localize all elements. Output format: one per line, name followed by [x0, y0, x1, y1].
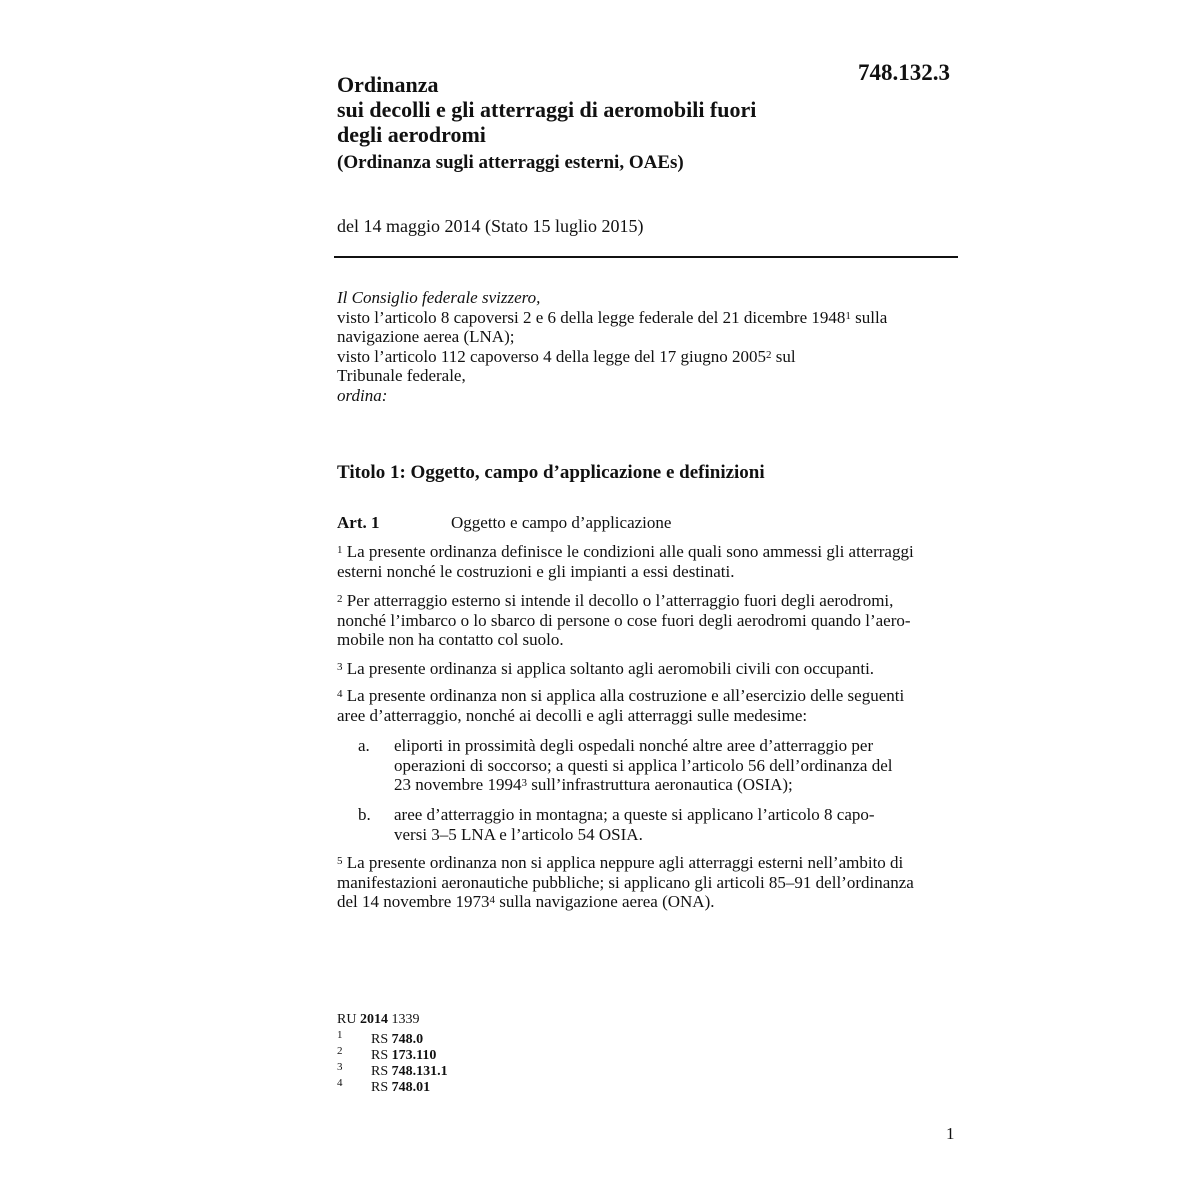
- preamble-visto-2-cont: Tribunale federale,: [337, 366, 466, 385]
- list-item-b: [337, 805, 955, 845]
- list-item-text: [394, 805, 955, 844]
- footnote-text: [371, 1080, 430, 1096]
- footnote-prefix: RS: [371, 1080, 392, 1095]
- paragraph-line: [337, 542, 955, 562]
- paragraph-number: 2: [337, 593, 343, 605]
- paragraph-4: [337, 686, 955, 725]
- list-line: versi 3–5 LNA e l’articolo 54 OSIA.: [394, 824, 643, 844]
- paragraph-line: [337, 686, 955, 706]
- list-marker: b.: [358, 805, 371, 824]
- preamble-ordina: ordina:: [337, 385, 388, 405]
- footnote-prefix: RS: [371, 1032, 392, 1047]
- horizontal-rule: [334, 256, 958, 258]
- footnote-ref-text: 748.0: [391, 1032, 424, 1047]
- footnote-text: [371, 1048, 436, 1064]
- list-line: [394, 775, 955, 795]
- footnote-number: 1: [337, 1029, 343, 1041]
- paragraph-number: 5: [337, 855, 343, 867]
- paragraph-text: La presente ordinanza non si applica neppure agli atterraggi esterni nell’ambito di: [342, 853, 904, 872]
- preamble-visto-2: [337, 347, 955, 367]
- paragraph-line: nonché l’imbarco o lo sbarco di persone o cose fuori degli aerodromi quando l’aero-: [337, 610, 911, 630]
- paragraph-text: sulla navigazione aerea (ONA).: [495, 892, 715, 911]
- footnote-number: 2: [337, 1045, 343, 1057]
- date-line: del 14 maggio 2014 (Stato 15 luglio 2015): [337, 216, 644, 236]
- list-item-a: [337, 736, 955, 796]
- list-line: operazioni di soccorso; a questi si applica l’articolo 56 dell’ordinanza del: [394, 755, 893, 775]
- paragraph-3: [337, 659, 955, 679]
- footnote-ref: 4: [489, 894, 495, 906]
- paragraph-line: [337, 591, 955, 611]
- footnote-ref-text: 748.131.1: [391, 1064, 448, 1079]
- paragraph-number: 1: [337, 544, 343, 556]
- paragraph-1: [337, 542, 955, 581]
- paragraph-line: esterni nonché le costruzioni e gli impianti a essi destinati.: [337, 561, 735, 581]
- footnote-prefix: RS: [371, 1048, 392, 1063]
- preamble-visto-1: [337, 308, 955, 328]
- preamble-visto-1-cont: navigazione aerea (LNA);: [337, 327, 515, 346]
- paragraph-number: 4: [337, 688, 343, 700]
- preamble-text: visto l’articolo 8 capoversi 2 e 6 della legge federale del 21 dicembre 1948: [337, 307, 846, 327]
- preamble-text: sul: [771, 346, 796, 366]
- paragraph-text: del 14 novembre 1973: [337, 892, 490, 911]
- ru-year: 2014: [359, 1012, 388, 1027]
- paragraph-text: La presente ordinanza si applica soltanto agli aeromobili civili con occupanti.: [342, 659, 875, 678]
- paragraph-text: Per atterraggio esterno si intende il decollo o l’atterraggio fuori degli aerodromi,: [342, 591, 894, 610]
- paragraph-number: 3: [337, 661, 343, 673]
- footnote-text: [371, 1032, 423, 1048]
- paragraph-text: La presente ordinanza non si applica alla costruzione e all’esercizio delle seguenti: [342, 686, 905, 705]
- title-line: degli aerodromi: [337, 122, 486, 147]
- footnote-ref: 3: [521, 777, 527, 789]
- paragraph-text: La presente ordinanza definisce le condizioni alle quali sono ammessi gli atterraggi: [342, 542, 914, 561]
- list-marker: a.: [358, 736, 370, 755]
- paragraph-line: [337, 853, 955, 873]
- paragraph-2: [337, 591, 955, 650]
- footnote-number: 3: [337, 1061, 343, 1073]
- footnote-prefix: RS: [371, 1064, 392, 1079]
- paragraph-line: aree d’atterraggio, nonché ai decolli e agli atterraggi sulle medesime:: [337, 705, 808, 725]
- article-number: Art. 1: [337, 513, 380, 532]
- article-header: [337, 513, 955, 533]
- preamble-text: sulla: [850, 307, 888, 327]
- list-text: 23 novembre 1994: [394, 775, 522, 794]
- paragraph-line: manifestazioni aeronautiche pubbliche; si applicano gli articoli 85–91 dell’ordinanza: [337, 872, 914, 892]
- sr-number: 748.132.3: [858, 60, 950, 85]
- document-title: [337, 72, 955, 147]
- document-subtitle: (Ordinanza sugli atterraggi esterni, OAEs): [337, 152, 684, 173]
- page-number: 1: [946, 1124, 955, 1143]
- footnote-ref-text: 173.110: [391, 1048, 437, 1063]
- preamble-authority: Il Consiglio federale svizzero,: [337, 288, 541, 307]
- list-text: sull’infrastruttura aeronautica (OSIA);: [526, 775, 793, 794]
- footnote-ref: 2: [766, 348, 772, 361]
- footnote-text: [371, 1064, 448, 1080]
- footnote-ref: 1: [845, 309, 851, 322]
- list-line: eliporti in prossimità degli ospedali nonché altre aree d’atterraggio per: [394, 736, 874, 755]
- preamble-text: visto l’articolo 112 capoverso 4 della legge del 17 giugno 2005: [337, 346, 766, 366]
- paragraph-line: mobile non ha contatto col suolo.: [337, 630, 564, 649]
- list-item-text: [394, 736, 955, 795]
- title-line: Ordinanza: [337, 72, 439, 97]
- footnote-ref-text: 748.01: [391, 1080, 431, 1095]
- title-line: sui decolli e gli atterraggi di aeromobili fuori: [337, 97, 757, 122]
- list-line: aree d’atterraggio in montagna; a queste si applicano l’articolo 8 capo-: [394, 805, 875, 824]
- ru-page: 1339: [387, 1012, 420, 1027]
- article-title: Oggetto e campo d’applicazione: [451, 513, 672, 532]
- paragraph-line: [337, 659, 955, 679]
- paragraph-line: [337, 892, 955, 912]
- footnote-number: 4: [337, 1077, 343, 1089]
- preamble: [337, 288, 955, 405]
- paragraph-5: [337, 853, 955, 912]
- section-heading: Titolo 1: Oggetto, campo d’applicazione e definizioni: [337, 462, 765, 483]
- ru-prefix: RU: [337, 1012, 360, 1027]
- ru-reference: [337, 1012, 419, 1028]
